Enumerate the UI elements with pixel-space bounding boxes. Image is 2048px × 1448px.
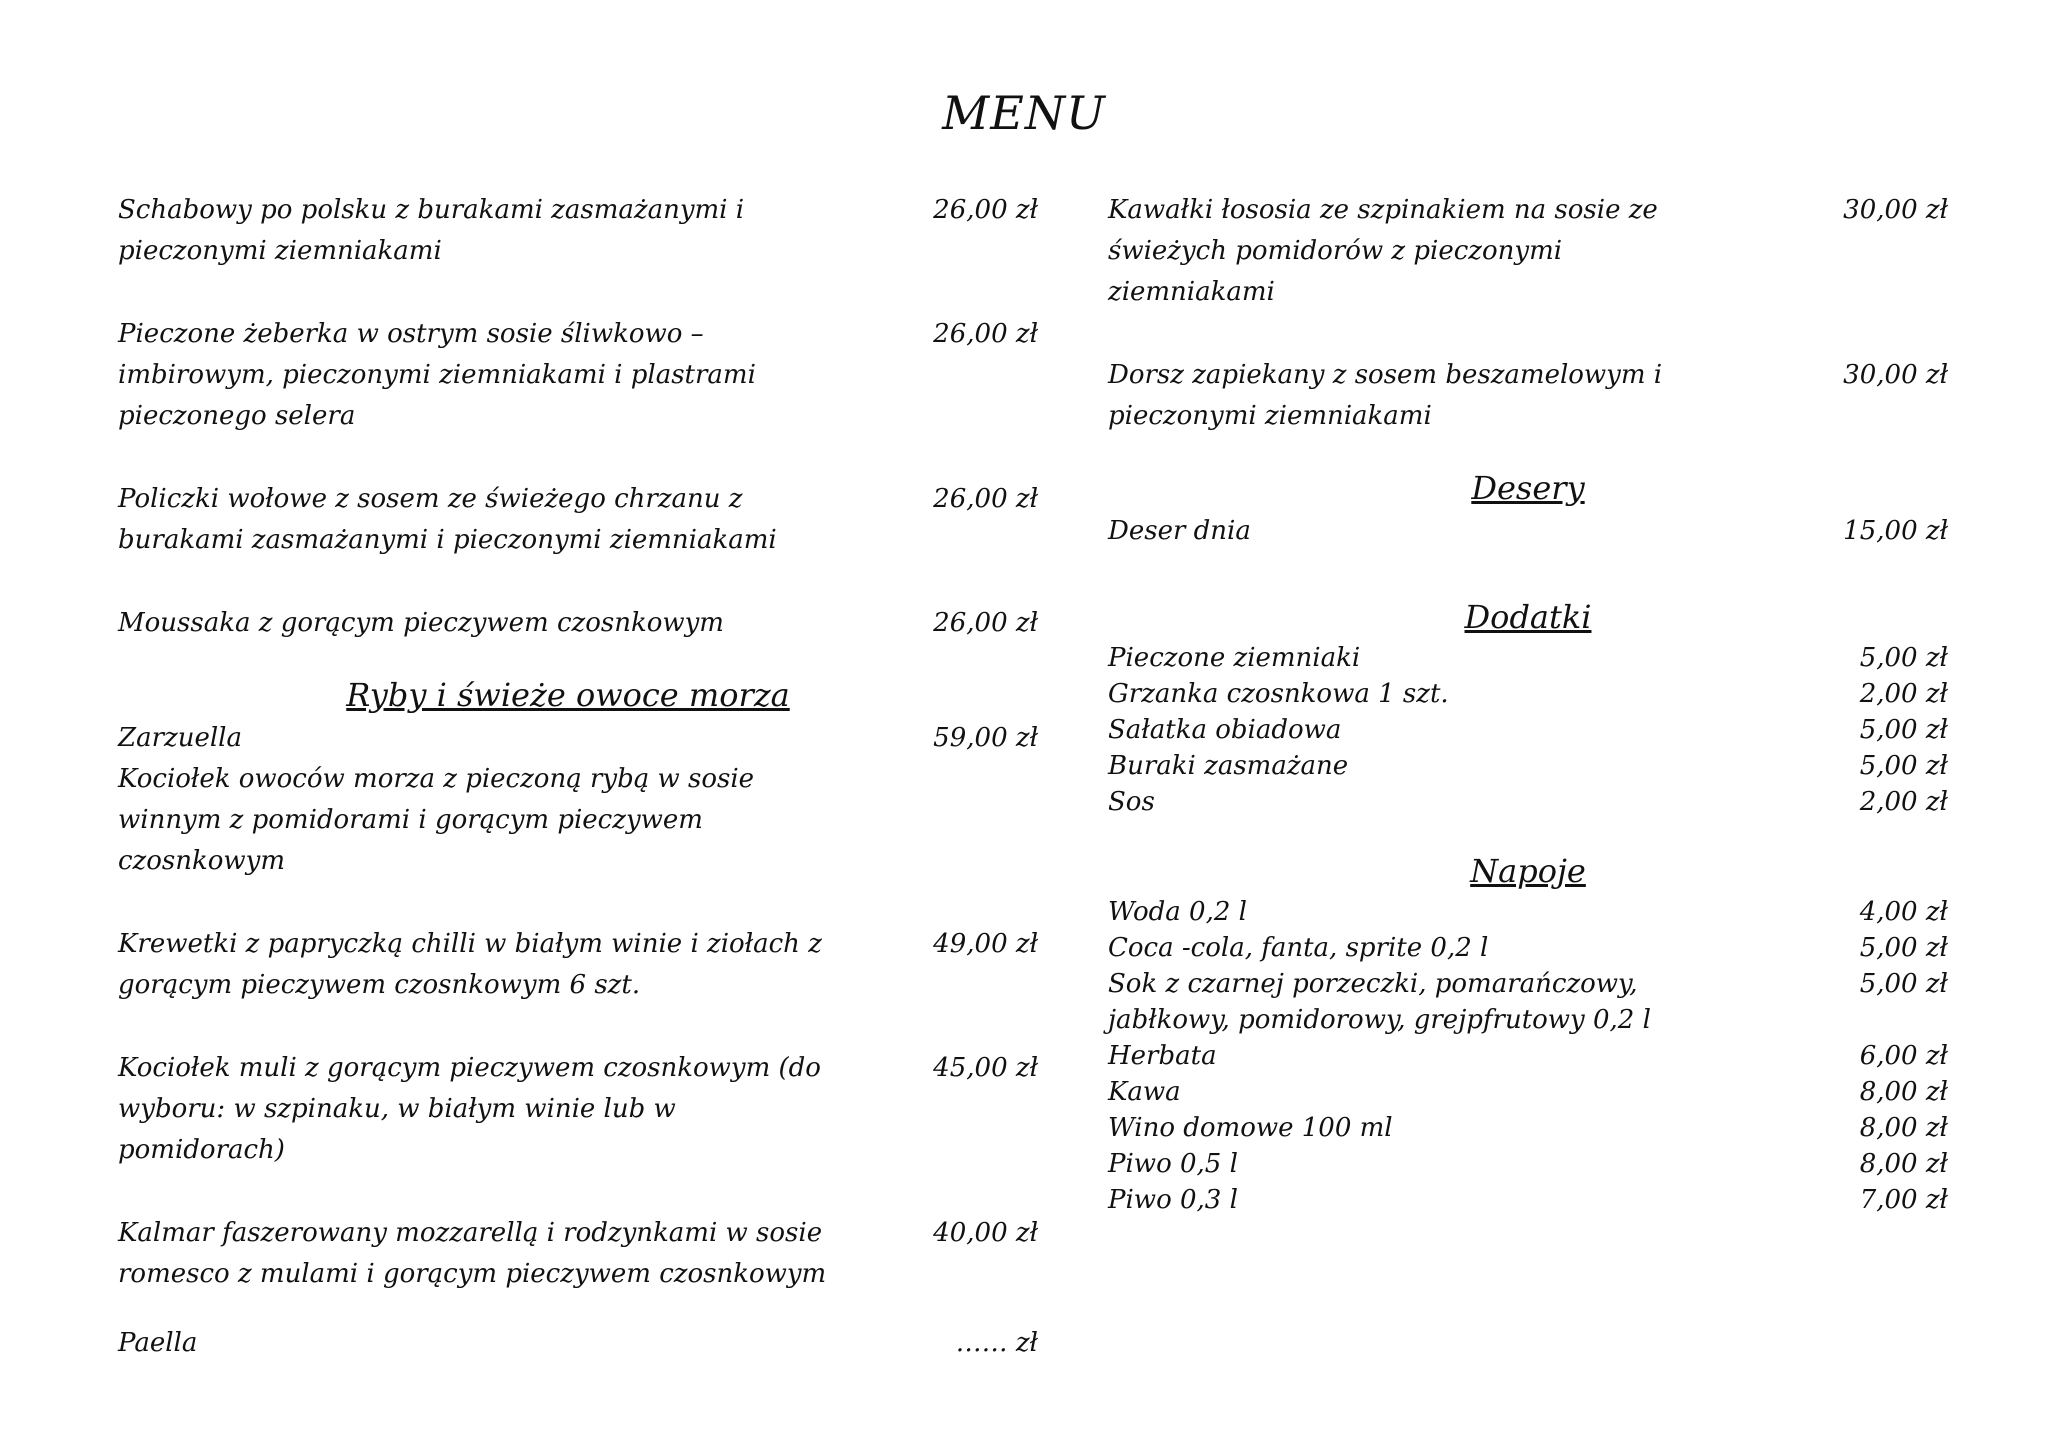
item-price: 6,00 zł [1859, 1041, 1948, 1071]
item-price: 26,00 zł [933, 195, 1038, 225]
item-name: Zarzuella [118, 723, 242, 753]
menu-item [118, 1048, 1038, 1171]
section-heading-sides: Dodatki [1464, 598, 1592, 636]
item-price: 7,00 zł [1859, 1185, 1948, 1215]
list-item [1108, 784, 1958, 820]
item-price: 45,00 zł [933, 1053, 1038, 1083]
item-price: 59,00 zł [933, 723, 1038, 753]
item-price: 40,00 zł [933, 1218, 1038, 1248]
item-price: 2,00 zł [1859, 679, 1948, 709]
item-price: 30,00 zł [1843, 360, 1948, 390]
item-name: Pieczone ziemniaki [1108, 643, 1361, 673]
item-price: 4,00 zł [1859, 897, 1948, 927]
list-item [1108, 1038, 1958, 1074]
item-price: 49,00 zł [933, 929, 1038, 959]
left-column [118, 190, 1038, 1364]
item-name: Dorsz zapiekany z sosem beszamelowym i pieczonymi ziemniakami [1108, 360, 1663, 431]
item-name: Kalmar faszerowany mozzarellą i rodzynkami w sosie romesco z mulami i gorącym pieczywem czosnkowym [118, 1218, 827, 1289]
menu-item [118, 190, 1038, 272]
item-name: Sałatka obiadowa [1108, 715, 1342, 745]
list-item [1108, 894, 1958, 930]
list-item [1108, 676, 1958, 712]
item-price: 8,00 zł [1859, 1077, 1948, 1107]
item-price: 26,00 zł [933, 319, 1038, 349]
list-item [1108, 966, 1958, 1038]
item-price: …… zł [955, 1328, 1038, 1358]
item-price: 5,00 zł [1859, 715, 1948, 745]
menu-item [118, 924, 1038, 1006]
item-name: Sok z czarnej porzeczki, pomarańczowy, jabłkowy, pomidorowy, grejpfrutowy 0,2 l [1108, 969, 1651, 1035]
menu-item [1108, 511, 1958, 552]
item-name: Sos [1108, 787, 1155, 817]
item-name: Piwo 0,5 l [1108, 1149, 1238, 1179]
item-price: 8,00 zł [1859, 1113, 1948, 1143]
sides-list [1108, 640, 1958, 820]
section-heading-fish: Ryby i świeże owoce morza [346, 676, 790, 714]
drinks-list [1108, 894, 1958, 1218]
list-item [1108, 1146, 1958, 1182]
item-name: Paella [118, 1328, 198, 1358]
menu-item [118, 759, 1018, 882]
item-price: 2,00 zł [1859, 787, 1948, 817]
item-name: Buraki zasmażane [1108, 751, 1349, 781]
right-column [1108, 190, 1958, 1218]
item-name: Krewetki z papryczką chilli w białym winie i ziołach z gorącym pieczywem czosnkowym 6 szt. [118, 929, 822, 1000]
item-price: 5,00 zł [1859, 933, 1948, 963]
item-name: Woda 0,2 l [1108, 897, 1247, 927]
item-name: Moussaka z gorącym pieczywem czosnkowym [118, 608, 724, 638]
item-name: Wino domowe 100 ml [1108, 1113, 1393, 1143]
menu-item [118, 1213, 1038, 1295]
list-item [1108, 712, 1958, 748]
item-name: Herbata [1108, 1041, 1217, 1071]
item-price: 5,00 zł [1859, 643, 1948, 673]
item-price: 5,00 zł [1859, 751, 1948, 781]
item-name: Coca -cola, fanta, sprite 0,2 l [1108, 933, 1489, 963]
menu-item [118, 603, 1038, 644]
menu-item [118, 718, 1038, 759]
item-name: Policzki wołowe z sosem ze świeżego chrzanu z burakami zasmażanymi i pieczonymi ziemniakami [118, 484, 777, 555]
item-price: 8,00 zł [1859, 1149, 1948, 1179]
list-item [1108, 930, 1958, 966]
list-item [1108, 748, 1958, 784]
item-name: Deser dnia [1108, 516, 1251, 546]
item-name: Kawa [1108, 1077, 1181, 1107]
page-title: MENU [942, 86, 1106, 140]
menu-item [1108, 190, 1958, 313]
menu-item [118, 479, 1038, 561]
list-item [1108, 1110, 1958, 1146]
item-name: Kociołek muli z gorącym pieczywem czosnkowym (do wyboru: w szpinaku, w białym winie lub w pomidorach) [118, 1053, 821, 1165]
item-price: 26,00 zł [933, 608, 1038, 638]
section-heading-drinks: Napoje [1470, 852, 1586, 890]
menu-item [1108, 355, 1958, 437]
item-name: Pieczone żeberka w ostrym sosie śliwkowo – imbirowym, pieczonymi ziemniakami i plastrami pieczonego selera [118, 319, 756, 431]
item-name: Grzanka czosnkowa 1 szt. [1108, 679, 1449, 709]
list-item [1108, 640, 1958, 676]
list-item [1108, 1074, 1958, 1110]
list-item [1108, 1182, 1958, 1218]
menu-item [118, 1323, 1038, 1364]
menu-item [118, 314, 1038, 437]
item-name: Piwo 0,3 l [1108, 1185, 1238, 1215]
section-heading-desserts: Desery [1471, 469, 1585, 507]
item-price: 26,00 zł [933, 484, 1038, 514]
item-name: Schabowy po polsku z burakami zasmażanymi i pieczonymi ziemniakami [118, 195, 745, 266]
item-price: 5,00 zł [1859, 969, 1948, 999]
item-name: Kawałki łososia ze szpinakiem na sosie ze świeżych pomidorów z pieczonymi ziemniakami [1108, 195, 1658, 307]
item-price: 15,00 zł [1843, 516, 1948, 546]
item-name: Kociołek owoców morza z pieczoną rybą w sosie winnym z pomidorami i gorącym pieczywem czosnkowym [118, 764, 755, 876]
item-price: 30,00 zł [1843, 195, 1948, 225]
